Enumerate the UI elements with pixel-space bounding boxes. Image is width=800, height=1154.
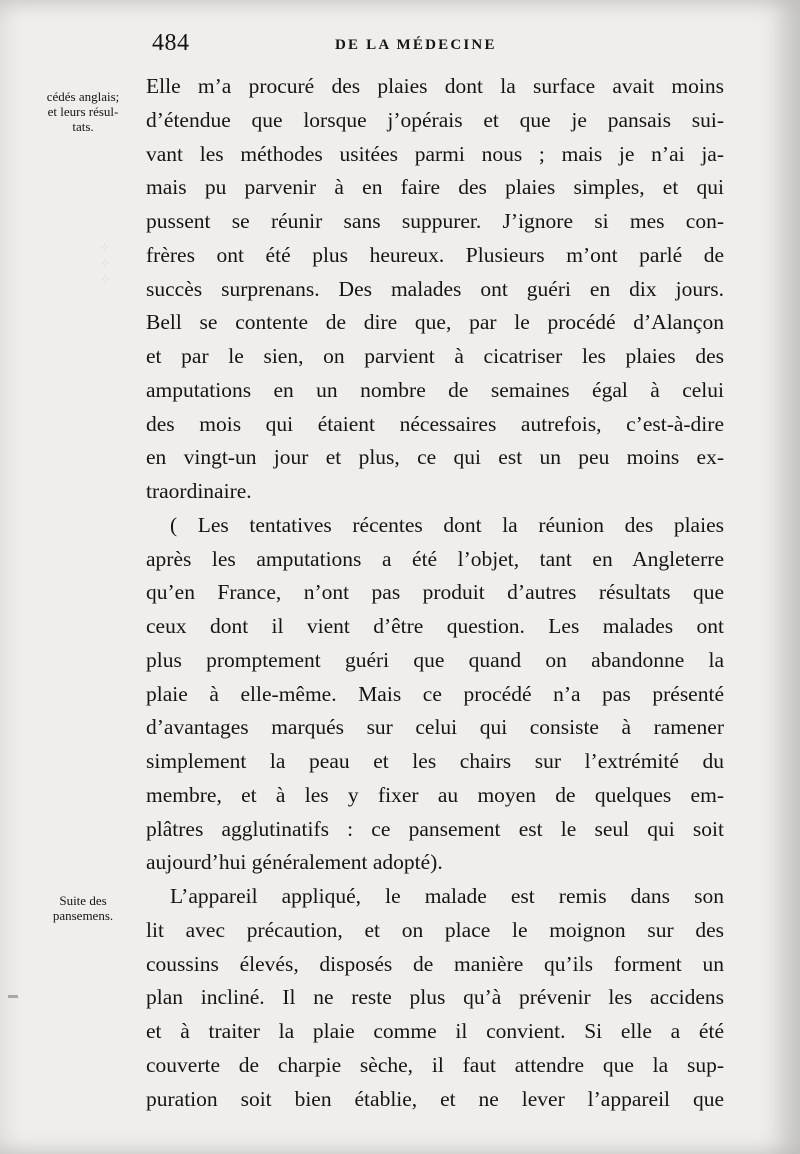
body-line: plan incliné. Il ne reste plus qu’à prévenir les accidens (146, 985, 724, 1010)
body-line: mais pu parvenir à en faire des plaies simples, et qui (146, 175, 724, 200)
body-line: plaie à elle-même. Mais ce procédé n’a pas présenté (146, 681, 724, 706)
body-line: lit avec précaution, et on place le moignon sur des (146, 917, 724, 942)
body-line: simplement la peau et les chairs sur l’extrémité du (146, 749, 724, 773)
margin-note-english-procedures (28, 89, 138, 134)
body-line: et à traiter la plaie comme il convient. Si elle a été (146, 1019, 724, 1043)
body-line: frères ont été plus heureux. Plusieurs m’ont parlé de (146, 242, 724, 267)
body-line: des mois qui étaient nécessaires autrefois, c’est-à-dire (146, 411, 724, 436)
edge-mark (8, 995, 18, 998)
page-number: 484 (152, 30, 190, 56)
margin-note-line: tats. (72, 119, 94, 134)
body-line: qu’en France, n’ont pas produit d’autres résultats que (146, 580, 724, 605)
body-line: pussent se réunir sans suppurer. J’ignore si mes con- (146, 209, 724, 233)
body-line: Elle m’a procuré des plaies dont la surface avait moins (146, 74, 724, 98)
body-line: plus promptement guéri que quand on abandonne la (146, 647, 724, 672)
show-through-marks: ⁘ ⁘ ⁘ (99, 240, 111, 287)
margin-note-line: cédés anglais; (46, 89, 120, 104)
body-line: aujourd’hui généralement adopté). (146, 850, 443, 875)
running-head: DE LA MÉDECINE (335, 37, 497, 53)
body-line: succès surprenans. Des malades ont guéri en dix jours. (146, 276, 724, 301)
margin-note-line: Suite des (59, 893, 107, 908)
body-line: Bell se contente de dire que, par le procédé d’Alançon (146, 310, 724, 335)
body-line: traordinaire. (146, 479, 252, 503)
body-text (146, 70, 724, 1116)
margin-note-line: et leurs résul- (47, 104, 119, 119)
margin-note-dressing-followup (28, 893, 138, 923)
body-line: vant les méthodes usitées parmi nous ; mais je n’ai ja- (146, 141, 724, 166)
body-line: couverte de charpie sèche, il faut attendre que la sup- (146, 1052, 724, 1077)
body-line: d’avantages marqués sur celui qui consiste à ramener (146, 715, 724, 740)
body-line: après les amputations a été l’objet, tant en Angleterre (146, 546, 724, 571)
body-line: d’étendue que lorsque j’opérais et que je pansais sui- (146, 107, 724, 132)
margin-note-line: pansemens. (52, 908, 114, 923)
body-line: en vingt-un jour et plus, ce qui est un peu moins ex- (146, 445, 724, 470)
body-line: puration soit bien établie, et ne lever l’appareil que (146, 1086, 724, 1111)
body-line: plâtres agglutinatifs : ce pansement est le seul qui soit (146, 816, 724, 841)
body-line: coussins élevés, disposés de manière qu’ils forment un (146, 951, 724, 976)
body-line: et par le sien, on parvient à cicatriser les plaies des (146, 344, 724, 368)
body-line: amputations en un nombre de semaines égal à celui (146, 377, 724, 402)
body-line: ceux dont il vient d’être question. Les malades ont (146, 614, 724, 638)
body-line: membre, et à les y fixer au moyen de quelques em- (146, 782, 724, 807)
body-line: L’appareil appliqué, le malade est remis dans son (170, 884, 724, 908)
body-line: ( Les tentatives récentes dont la réunion des plaies (170, 512, 724, 537)
